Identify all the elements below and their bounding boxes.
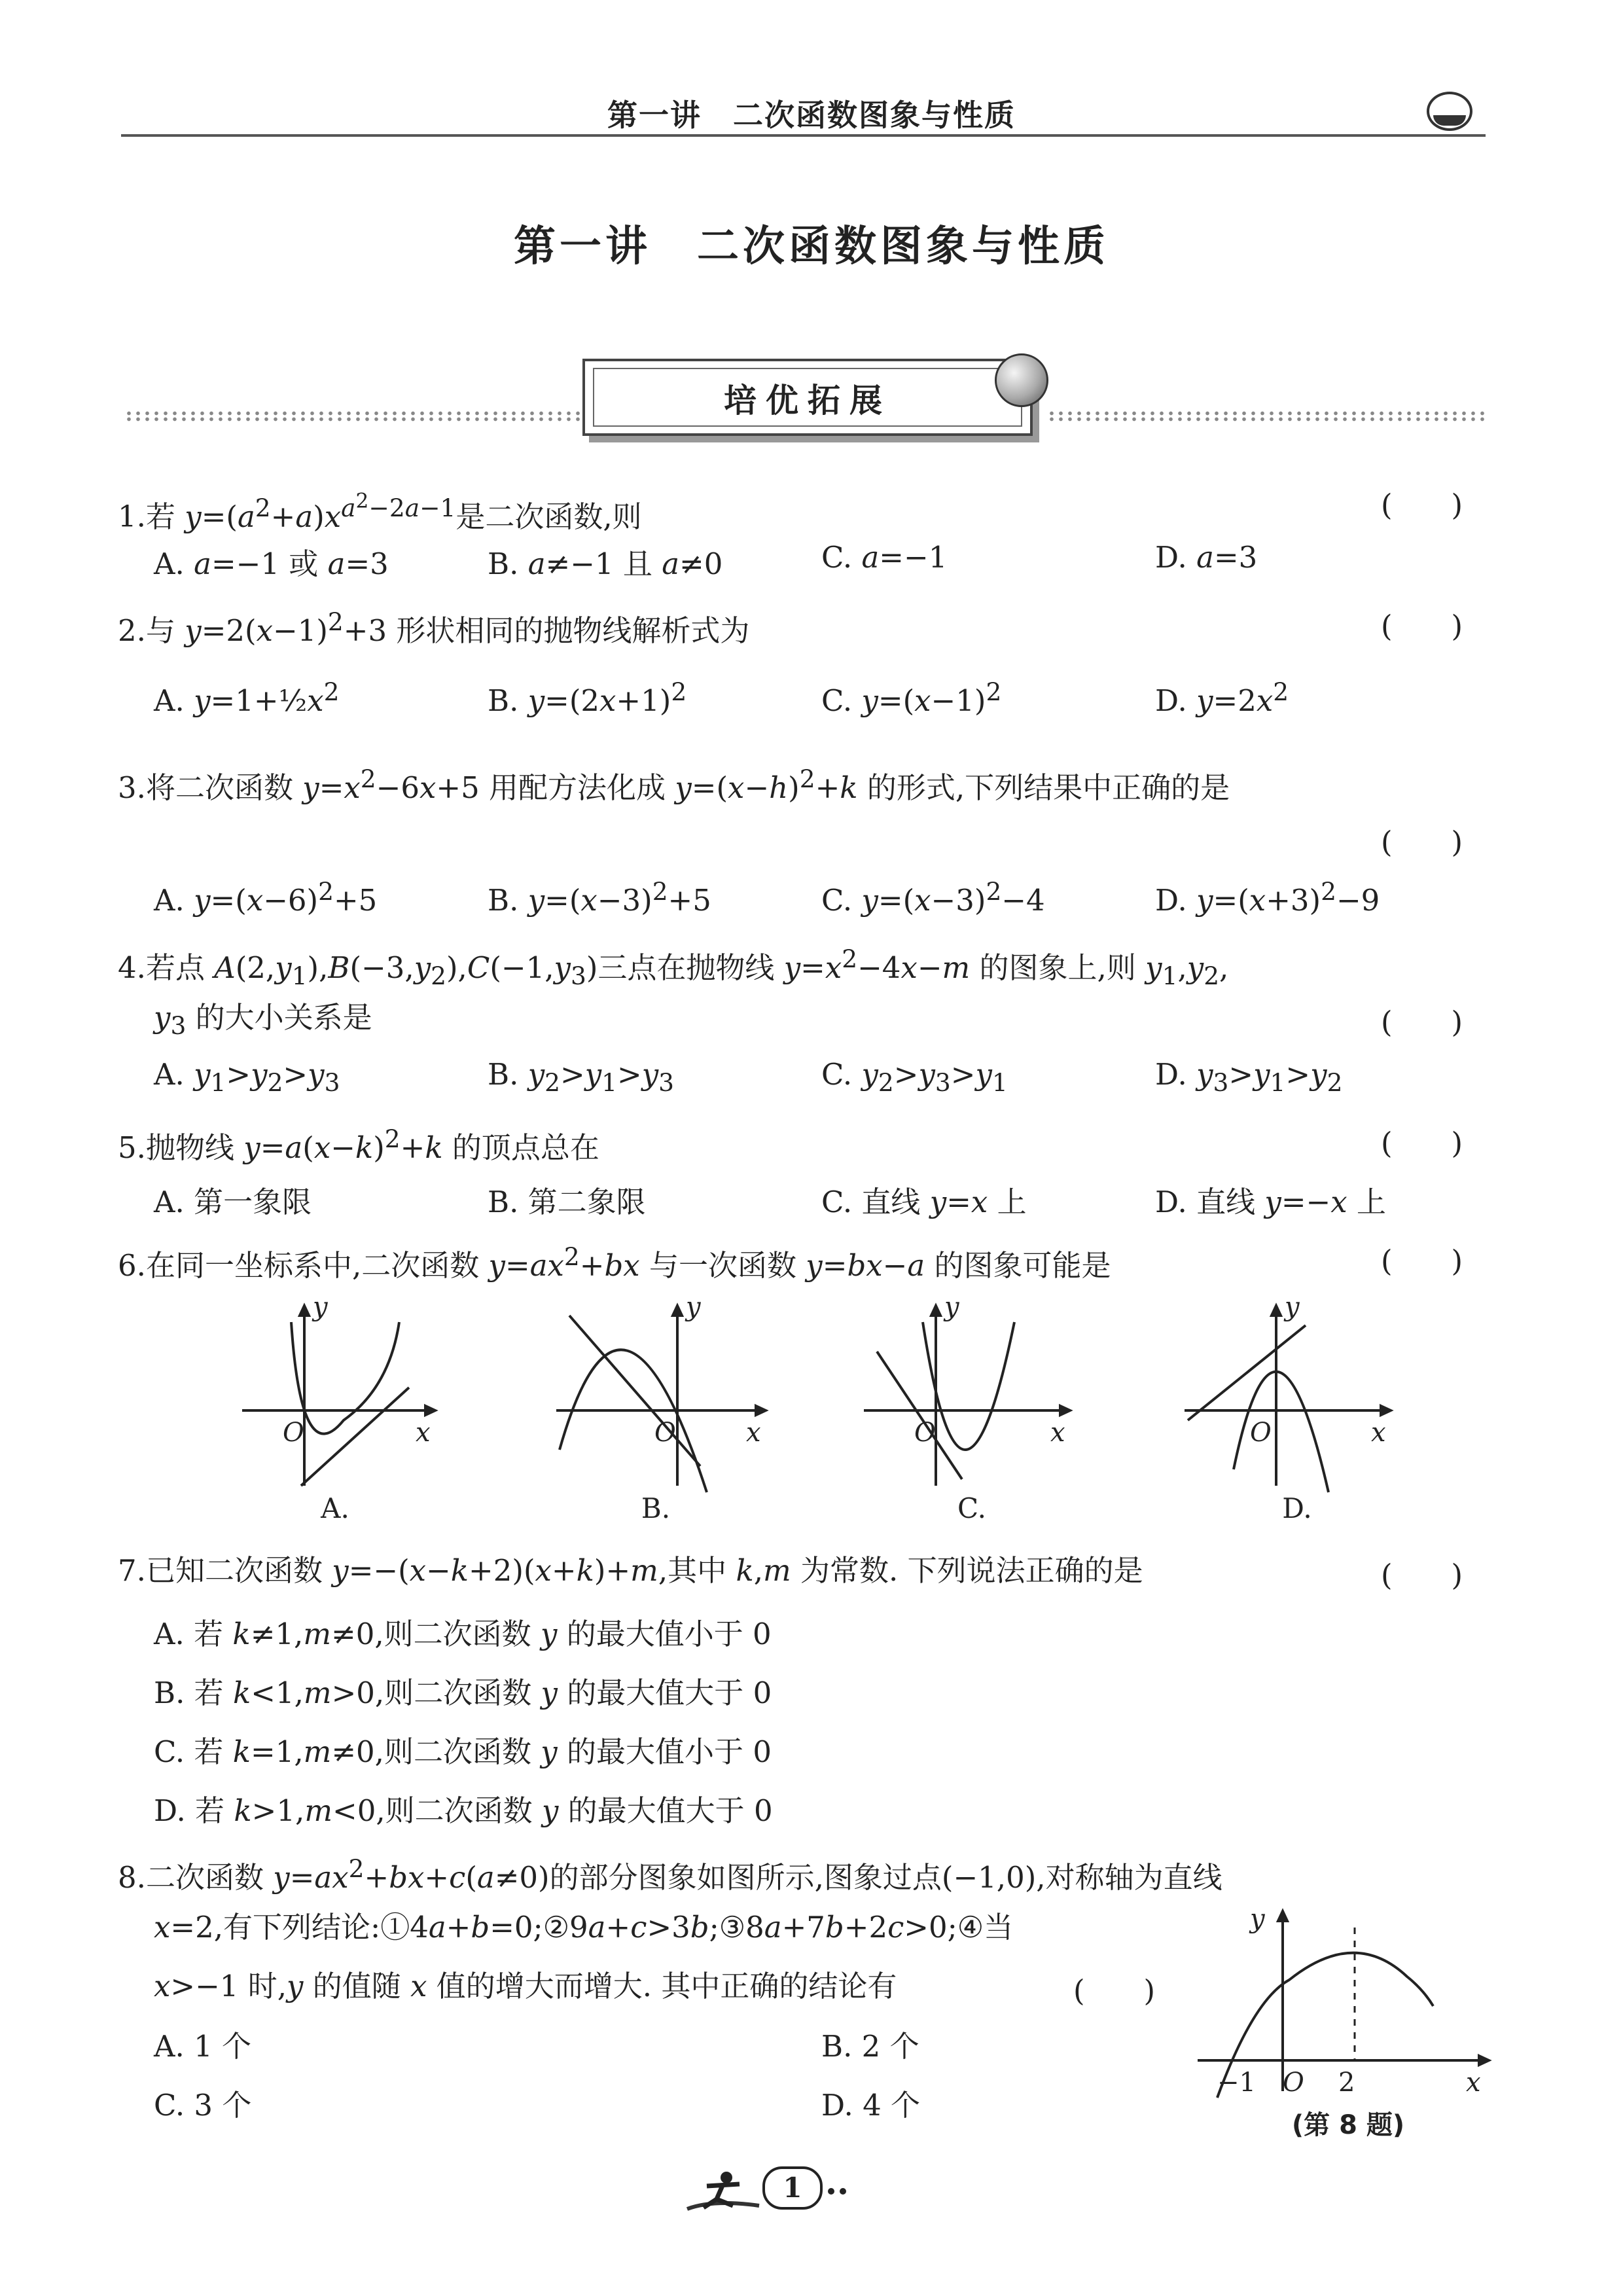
option-c: C. 3 个	[154, 2088, 252, 2123]
question-number: 3.	[118, 770, 146, 805]
page-title: 第一讲 二次函数图象与性质	[514, 223, 1109, 271]
y-axis-label: y	[944, 1296, 959, 1322]
y-axis-label: y	[1285, 1296, 1300, 1322]
question-3	[118, 759, 1492, 808]
option-b: B. $y=(x-3)^2+5$	[488, 877, 711, 918]
origin-label: O	[1250, 1418, 1272, 1448]
x-axis-label: x	[1371, 1418, 1386, 1448]
option-c: C. $y=(x-1)^2$	[821, 677, 1002, 718]
option-b: B. a≠−1 且 a≠0	[488, 547, 723, 581]
option-a: A. 若 k≠1,m≠0,则二次函数 y 的最大值小于 0	[154, 1617, 772, 1651]
question-6	[118, 1237, 1492, 1285]
question-stem: 将二次函数 $y=x^2-6x+5$ 用配方法化成 $y=(x-h)^2+k$ 的形式,下列结果中正确的是	[145, 764, 1230, 805]
fig-neg1-label: −1	[1217, 2068, 1256, 2098]
answer-blank: ( )	[1381, 1005, 1463, 1039]
fig-origin-label: O	[1283, 2068, 1304, 2098]
option-b: B. 第二象限	[488, 1185, 646, 1219]
option-d: D. 若 k>1,m<0,则二次函数 y 的最大值大于 0	[154, 1793, 773, 1828]
question-8	[118, 1849, 1492, 1897]
question-7	[118, 1551, 1492, 1590]
answer-blank: ( )	[1381, 1244, 1463, 1278]
section-banner	[582, 359, 1033, 436]
running-header-title: 第一讲 二次函数图象与性质	[607, 98, 1016, 133]
parabola	[560, 1350, 707, 1492]
x-axis-label: x	[1050, 1418, 1065, 1448]
question-5	[118, 1119, 1492, 1168]
question-number: 5.	[118, 1130, 146, 1165]
parabola	[291, 1322, 399, 1434]
question-stem: 已知二次函数 y=−(x−k+2)(x+k)+m,其中 k,m 为常数. 下列说法正确的是	[145, 1553, 1143, 1588]
header-rule	[121, 134, 1486, 137]
option-d: D. $y=2x^2$	[1155, 677, 1289, 718]
line	[569, 1316, 700, 1466]
graph-label-a: A.	[321, 1492, 349, 1524]
answer-blank: ( )	[1381, 488, 1463, 522]
option-b: B. 2 个	[821, 2029, 919, 2064]
figure-caption: (第 8 题)	[1291, 2110, 1405, 2140]
answer-blank: ( )	[1381, 1558, 1463, 1592]
graph-c	[864, 1296, 1070, 1486]
option-b: B. 若 k<1,m>0,则二次函数 y 的最大值大于 0	[154, 1676, 772, 1710]
question-stem: 抛物线 $y=a(x-k)^2+k$ 的顶点总在	[145, 1124, 599, 1165]
parabola	[1234, 1372, 1329, 1492]
option-d: D. $y=(x+3)^2-9$	[1155, 877, 1380, 918]
question-stem: 若点 $A(2,y_1),B(-3,y_2),C(-1,y_3)$三点在抛物线 $y=x^2-4x-m$ 的图象上,则 $y_1,y_2$,	[145, 944, 1229, 990]
question-number: 8.	[118, 1860, 146, 1895]
question-4	[118, 939, 1492, 996]
graph-label-b: B.	[641, 1492, 671, 1524]
question-stem: 在同一坐标系中,二次函数 $y=ax^2+bx$ 与一次函数 y=bx−a 的图象可能是	[145, 1242, 1111, 1283]
graph-b	[556, 1296, 766, 1492]
q8-figure	[1191, 1901, 1492, 2104]
question-1	[118, 481, 1492, 537]
runner-icon	[681, 2170, 766, 2215]
origin-label: O	[914, 1418, 936, 1448]
x-axis-label: x	[416, 1418, 431, 1448]
line	[877, 1352, 962, 1479]
section-dots-left	[124, 410, 582, 422]
option-a: A. $y_1>y_2>y_3$	[154, 1057, 340, 1097]
graph-d	[1185, 1296, 1391, 1492]
question-number: 4.	[118, 950, 146, 985]
question-4-line2: $y_3$ 的大小关系是	[154, 1000, 372, 1040]
question-stem: 二次函数 $y=ax^2+bx+c(a\ne 0)$的部分图象如图所示,图象过点(−1,0),对称轴为直线	[145, 1854, 1222, 1895]
header-logo-icon	[1427, 92, 1472, 131]
question-stem: 与 $y=2(x-1)^2+3$ 形状相同的抛物线解析式为	[145, 607, 750, 648]
option-c: C. 直线 y=x 上	[821, 1185, 1027, 1219]
answer-blank: ( )	[1381, 1126, 1463, 1160]
graph-a	[242, 1296, 435, 1486]
q6-graphs	[236, 1296, 1414, 1499]
section-label: 培优拓展	[724, 382, 891, 420]
fig-x-label: x	[1466, 2068, 1481, 2098]
question-number: 2.	[118, 613, 146, 648]
option-d: D. 直线 y=−x 上	[1155, 1185, 1386, 1219]
option-b: B. $y_2>y_1>y_3$	[488, 1057, 675, 1097]
option-c: C. $y=(x-3)^2-4$	[821, 877, 1045, 918]
option-d: D. $y_3>y_1>y_2$	[1155, 1057, 1343, 1097]
origin-label: O	[654, 1418, 676, 1448]
section-ball-icon	[995, 353, 1048, 407]
y-axis-label: y	[313, 1296, 328, 1322]
page-number: 1	[762, 2166, 823, 2210]
option-a: A. 第一象限	[154, 1185, 312, 1219]
option-c: C. a=−1	[821, 540, 948, 575]
option-a: A. $y=1+\frac{1}{2}x^2$	[154, 677, 340, 718]
section-dots-right	[1047, 410, 1486, 422]
question-2	[118, 602, 1492, 651]
y-axis-label: y	[686, 1296, 701, 1322]
question-number: 7.	[118, 1553, 146, 1588]
line	[1188, 1325, 1306, 1420]
answer-blank: ( )	[1381, 825, 1463, 859]
option-d: D. a=3	[1155, 540, 1258, 575]
question-stem: 若 $y=(a^2+a)x^{a^2-2a-1}$是二次函数,则	[145, 489, 642, 534]
answer-blank: ( )	[1381, 609, 1463, 643]
question-number: 1.	[118, 499, 146, 534]
question-8-line3: x>−1 时,y 的值随 x 值的增大而增大. 其中正确的结论有	[154, 1969, 897, 2003]
option-a: A. 1 个	[154, 2029, 252, 2064]
question-number: 6.	[118, 1248, 146, 1283]
fig-two-label: 2	[1338, 2068, 1355, 2098]
option-a: A. $y=(x-6)^2+5$	[154, 877, 378, 918]
x-axis-label: x	[746, 1418, 761, 1448]
question-8-line2: x=2,有下列结论:①4a+b=0;②9a+c>3b;③8a+7b+2c>0;④当	[154, 1910, 1014, 1945]
page-footer	[681, 2160, 877, 2219]
option-c: C. 若 k=1,m≠0,则二次函数 y 的最大值小于 0	[154, 1734, 772, 1769]
origin-label: O	[283, 1418, 304, 1448]
option-c: C. $y_2>y_3>y_1$	[821, 1057, 1008, 1097]
page-dots-icon	[826, 2185, 852, 2198]
option-a: A. a=−1 或 a=3	[154, 547, 389, 581]
graph-label-c: C.	[957, 1492, 986, 1524]
fig-y-label: y	[1250, 1904, 1265, 1934]
option-b: B. $y=(2x+1)^2$	[488, 677, 687, 718]
answer-blank: ( )	[1073, 1973, 1156, 2008]
option-d: D. 4 个	[821, 2088, 921, 2123]
graph-label-d: D.	[1282, 1492, 1312, 1524]
line	[301, 1388, 409, 1486]
